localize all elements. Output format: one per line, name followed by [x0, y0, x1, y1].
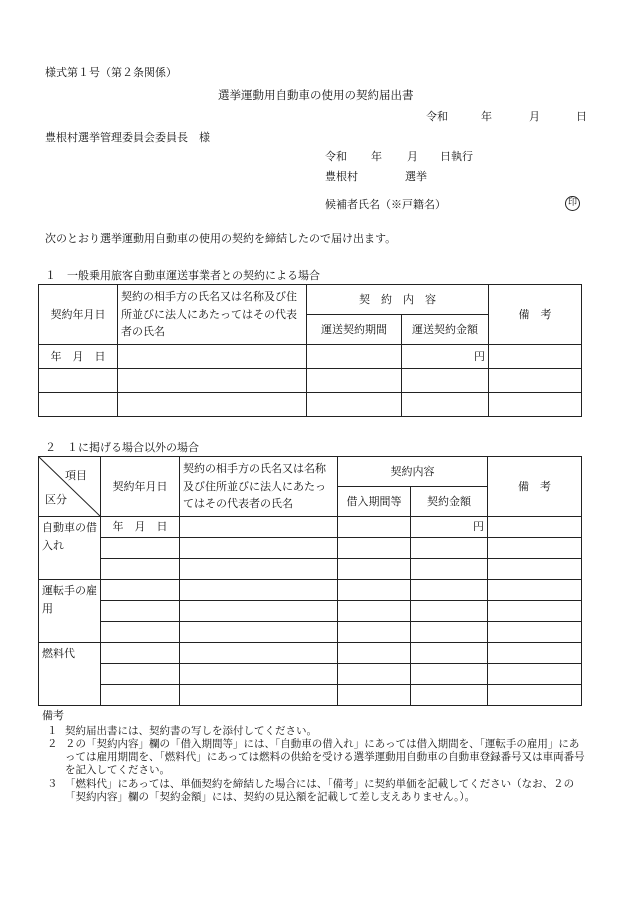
s2-cell[interactable] — [488, 517, 582, 538]
s2-cat-driver: 運転手の雇用 — [39, 580, 101, 643]
s2-cat-fuel: 燃料代 — [39, 643, 101, 706]
note-item — [47, 738, 587, 777]
date-year: 年 — [481, 110, 492, 123]
s1-header-date: 契約年月日 — [39, 285, 118, 345]
election-label: 選挙 — [405, 170, 427, 183]
table-row — [39, 664, 582, 685]
s2-cell[interactable] — [411, 538, 488, 559]
s2-cell[interactable] — [411, 685, 488, 706]
s2-cell[interactable] — [411, 664, 488, 685]
form-number: 様式第１号（第２条関係） — [45, 66, 177, 79]
table-row — [39, 345, 582, 369]
seal-mark: 印 — [565, 196, 580, 211]
note-text: 契約届出書には、契約書の写しを添付してください。 — [65, 725, 317, 737]
s1-cell[interactable] — [39, 393, 118, 417]
s1-row-date[interactable]: 年 月 日 — [39, 345, 118, 369]
notes-heading: 備考 — [42, 709, 64, 722]
s1-cell[interactable] — [489, 393, 582, 417]
section2-heading: ２ １に掲げる場合以外の場合 — [45, 441, 199, 454]
s2-cell[interactable] — [411, 622, 488, 643]
section2-table — [38, 456, 582, 706]
s2-cell[interactable] — [101, 559, 180, 580]
table-row — [39, 369, 582, 393]
s1-header-party: 契約の相手方の氏名又は名称及び住所並びに法人にあたってはその代表者の氏名 — [118, 285, 307, 345]
s2-cell[interactable] — [338, 685, 411, 706]
section1-heading: １ 一般乗用旅客自動車運送事業者との契約による場合 — [45, 269, 320, 282]
election-month: 月 — [407, 150, 418, 163]
s2-cell[interactable] — [411, 601, 488, 622]
s2-cell[interactable] — [338, 601, 411, 622]
table-row — [39, 538, 582, 559]
s2-header-period: 借入期間等 — [338, 487, 411, 517]
s2-cell[interactable] — [488, 664, 582, 685]
form-title: 選挙運動用自動車の使用の契約届出書 — [218, 88, 414, 102]
s1-row-remarks[interactable] — [489, 345, 582, 369]
table-row — [39, 580, 582, 601]
s2-cell[interactable] — [101, 685, 180, 706]
s2-cell[interactable] — [101, 664, 180, 685]
diagonal-line — [39, 457, 101, 517]
election-era: 令和 — [325, 150, 347, 163]
s2-header-date: 契約年月日 — [101, 457, 180, 517]
s1-row-period[interactable] — [307, 345, 402, 369]
note-number: ２ — [47, 738, 58, 751]
s2-cell[interactable] — [101, 580, 180, 601]
s2-cell[interactable] — [488, 643, 582, 664]
table-row — [39, 685, 582, 706]
s2-cell[interactable] — [180, 517, 338, 538]
candidate-name-label: 候補者氏名（※戸籍名） — [325, 198, 446, 211]
s1-cell[interactable] — [118, 369, 307, 393]
s2-cell[interactable] — [488, 559, 582, 580]
s2-cell[interactable] — [338, 580, 411, 601]
election-year: 年 — [371, 150, 382, 163]
s1-cell[interactable] — [307, 393, 402, 417]
note-number: ３ — [47, 777, 58, 790]
s2-cell[interactable] — [338, 517, 411, 538]
s2-cell[interactable] — [338, 559, 411, 580]
date-month: 月 — [529, 110, 540, 123]
addressee: 豊根村選挙管理委員会委員長 様 — [45, 131, 210, 144]
s2-cell[interactable] — [411, 643, 488, 664]
s2-cell[interactable] — [411, 559, 488, 580]
s2-cell[interactable] — [411, 580, 488, 601]
s2-header-amount: 契約金額 — [411, 487, 488, 517]
s1-cell[interactable] — [39, 369, 118, 393]
note-item — [47, 778, 587, 804]
notes-list — [47, 725, 587, 804]
s2-diag-category: 区分 — [45, 493, 67, 506]
s1-cell[interactable] — [402, 369, 489, 393]
s2-cell[interactable] — [488, 538, 582, 559]
s2-cell[interactable] — [180, 601, 338, 622]
s2-cell[interactable] — [101, 538, 180, 559]
s2-cell[interactable] — [180, 643, 338, 664]
date-day: 日 — [576, 110, 587, 123]
s2-cell[interactable] — [101, 601, 180, 622]
table-row — [39, 643, 582, 664]
s2-row-amount[interactable]: 円 — [411, 517, 488, 538]
s1-header-content: 契 約 内 容 — [307, 285, 489, 315]
s1-row-party[interactable] — [118, 345, 307, 369]
table-row — [39, 517, 582, 538]
s2-cell[interactable] — [338, 664, 411, 685]
s2-cell[interactable] — [180, 580, 338, 601]
s2-cell[interactable] — [180, 664, 338, 685]
s1-cell[interactable] — [402, 393, 489, 417]
intro-text: 次のとおり選挙運動用自動車の使用の契約を締結したので届け出ます。 — [45, 232, 397, 245]
s2-cell[interactable] — [488, 580, 582, 601]
s2-header-content: 契約内容 — [338, 457, 488, 487]
date-era: 令和 — [426, 110, 448, 123]
s2-cell[interactable] — [488, 622, 582, 643]
s2-diag-item: 項目 — [65, 469, 87, 482]
s2-cell[interactable] — [338, 622, 411, 643]
s1-row-amount[interactable]: 円 — [402, 345, 489, 369]
table-row — [39, 559, 582, 580]
s1-cell[interactable] — [118, 393, 307, 417]
s2-cell[interactable] — [180, 559, 338, 580]
table-row — [39, 601, 582, 622]
note-text: ２の「契約内容」欄の「借入期間等」には、「自動車の借入れ」にあっては借入期間を、「運転手の雇用」にあっては雇用期間を、「燃料代」にあっては燃料の供給を受ける選挙運動用自動車の自動車登録番号又は車両番号を記入してください。 — [65, 738, 585, 777]
s1-cell[interactable] — [307, 369, 402, 393]
s2-cell[interactable] — [338, 538, 411, 559]
section1-table — [38, 284, 582, 417]
s2-row-date[interactable]: 年 月 日 — [101, 517, 180, 538]
s2-cell[interactable] — [338, 643, 411, 664]
table-row — [39, 393, 582, 417]
s2-header-diagonal — [39, 457, 101, 517]
election-village: 豊根村 — [325, 170, 358, 183]
note-text: 「燃料代」にあっては、単価契約を締結した場合には、「備考」に契約単価を記載してください（なお、２の「契約内容」欄の「契約金額」には、契約の見込額を記載して差し支えありません。）。 — [65, 777, 575, 803]
table-row — [39, 622, 582, 643]
s2-cell[interactable] — [101, 643, 180, 664]
s1-cell[interactable] — [489, 369, 582, 393]
s1-header-remarks: 備 考 — [489, 285, 582, 345]
s2-header-party: 契約の相手方の氏名又は名称及び住所並びに法人にあたってはその代表者の氏名 — [180, 457, 338, 517]
election-day: 日執行 — [440, 150, 473, 163]
s2-cell[interactable] — [180, 685, 338, 706]
s2-cell[interactable] — [101, 622, 180, 643]
s2-cat-car: 自動車の借入れ — [39, 517, 101, 580]
s2-cell[interactable] — [180, 538, 338, 559]
s1-header-amount: 運送契約金額 — [402, 315, 489, 345]
note-item — [47, 725, 587, 738]
s2-cell[interactable] — [488, 601, 582, 622]
note-number: １ — [47, 725, 58, 737]
s1-header-period: 運送契約期間 — [307, 315, 402, 345]
s2-cell[interactable] — [488, 685, 582, 706]
s2-cell[interactable] — [180, 622, 338, 643]
s2-header-remarks: 備 考 — [488, 457, 582, 517]
